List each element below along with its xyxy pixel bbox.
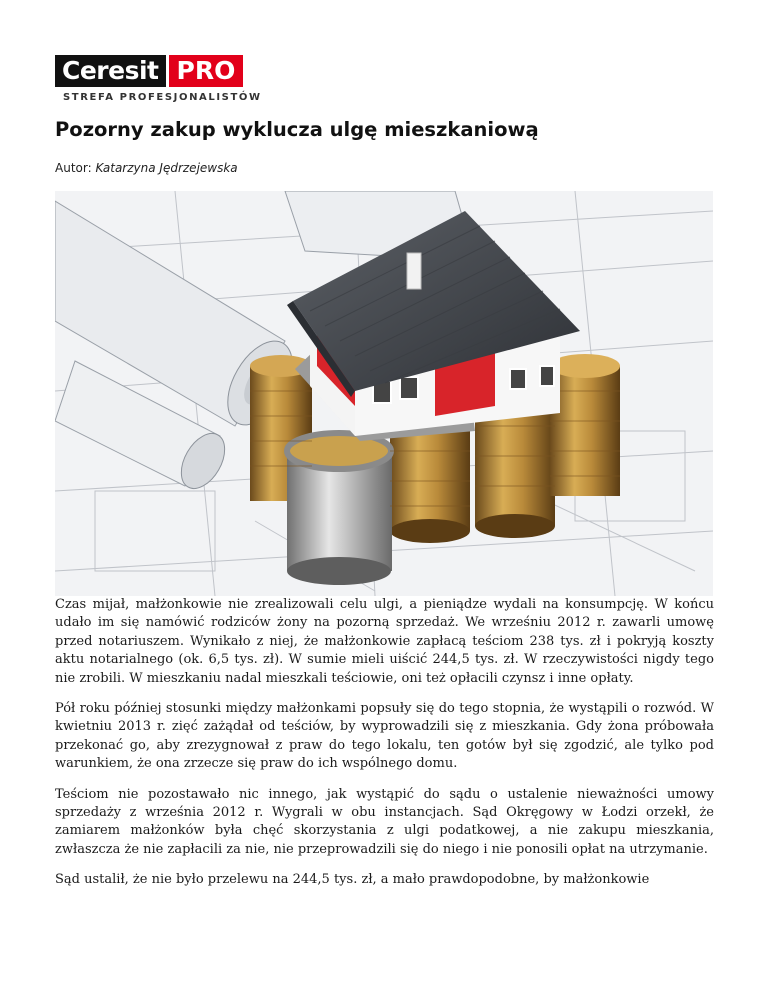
logo-ceresit-text: Ceresit xyxy=(55,55,166,87)
logo-pro-text: PRO xyxy=(169,55,244,87)
house-on-coins-illustration xyxy=(55,191,713,596)
article-author xyxy=(55,161,238,175)
logo-tagline: STREFA PROFESJONALISTÓW xyxy=(63,92,262,103)
author-name: Katarzyna Jędrzejewska xyxy=(95,161,238,175)
article-title: Pozorny zakup wyklucza ulgę mieszkaniową xyxy=(55,118,539,141)
article-photo xyxy=(55,191,713,596)
author-label: Autor: xyxy=(55,161,96,175)
article-paragraph: Teściom nie pozostawało nic innego, jak wystąpić do sądu o ustalenie nieważności umowy sprzedaży z września 2012 r. Wygrali w obu instancjach. Sąd Okręgowy w Łodzi orzekł, że zamiarem małżonków była chęć skorzystania z ulgi podatkowej, a nie zakupu mieszkania, zwłaszcza że nie zapłacili za nie, nie przeprowadzili się do niego i nie ponosili opłat na utrzymanie. xyxy=(55,786,714,857)
article-paragraph: Sąd ustalił, że nie było przelewu na 244,5 tys. zł, a mało prawdopodobne, by małżonkowie xyxy=(55,872,650,888)
article-body xyxy=(55,596,714,902)
article-paragraph: Czas mijał, małżonkowie nie zrealizowali celu ulgi, a pieniądze wydali na konsumpcję. W końcu udało im się namówić rodziców żony na pozorną sprzedaż. We wrześniu 2012 r. zawarli umowę przed notariuszem. Wynikało z niej, że małżonkowie zapłacą teściom 238 tys. zł i pokryją koszty aktu notarialnego (ok. 6,5 tys. zł). W sumie mieli uiścić 244,5 tys. zł. W rzeczywistości nigdy tego nie zrobili. W mieszkaniu nadal mieszkali teściowie, oni też opłacili czynsz i inne opłaty. xyxy=(55,597,714,686)
ceresit-pro-logo xyxy=(55,55,265,107)
article-paragraph: Pół roku później stosunki między małżonkami popsuły się do tego stopnia, że wystąpili o rozwód. W kwietniu 2013 r. zięć zażądał od teściów, by wyprowadzili się z mieszkania. Gdy żona próbowała przekonać go, aby zrezygnował z praw do tego lokalu, ten gotów był się zgodzić, ale tylko pod warunkiem, że ona zrzecze się praw do ich wspólnego domu. xyxy=(55,701,714,772)
